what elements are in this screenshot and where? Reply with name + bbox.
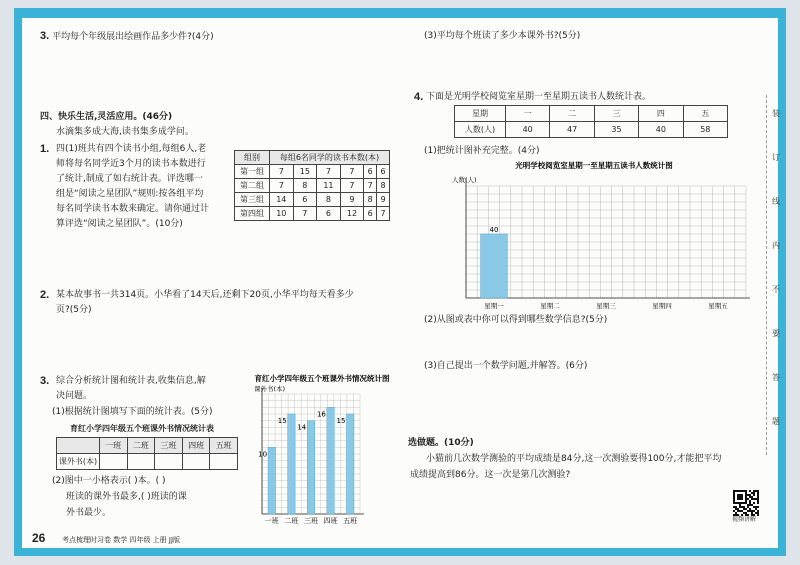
chart-title: 育红小学四年级五个班课外书情况统计图 [254, 374, 390, 383]
qr-module [733, 492, 735, 494]
qr-module [745, 508, 747, 510]
qr-module [739, 490, 741, 492]
q3b-table-title: 育红小学四年级五个班课外书情况统计表 [70, 424, 214, 433]
x-tick-label: 星期五 [708, 302, 728, 310]
qr-code-icon[interactable] [733, 490, 759, 516]
cell: 7 [270, 165, 294, 179]
qr-module [751, 510, 753, 512]
cell: 15 [293, 165, 317, 179]
q3-top-number: 3. [40, 30, 50, 42]
x-tick-label: 星期一 [484, 302, 504, 310]
qr-module [737, 496, 739, 498]
qr-module [741, 496, 743, 498]
bar-三班 [307, 421, 314, 514]
qr-module [757, 514, 759, 516]
table-header-wed: 三 [594, 106, 638, 122]
qr-module [757, 492, 759, 494]
bar-四班 [327, 407, 334, 514]
answer-cell[interactable] [127, 454, 155, 470]
bottom-band [14, 548, 786, 556]
table-header-group: 组别 [235, 151, 270, 165]
qr-module [753, 494, 755, 496]
q4-text: 下面是光明学校阅览室星期一至星期五读书人数统计表。 [426, 92, 652, 102]
table-row [235, 193, 390, 207]
cell: 7 [340, 165, 364, 179]
cell: 7 [317, 165, 341, 179]
select-title: 选做题。(10分) [408, 438, 474, 448]
qr-module [737, 494, 739, 496]
qr-module [747, 510, 749, 512]
qr-module [741, 490, 743, 492]
cell: 6 [364, 165, 377, 179]
table-header-books: 每组6名同学的读书本数(本) [270, 151, 390, 165]
q3b-part2-line-2: 班读的课外书最多,( )班读的课 [66, 492, 187, 502]
cell: 6 [377, 165, 390, 179]
qr-module [743, 490, 745, 492]
reading-group-table [234, 150, 390, 221]
cell: 35 [594, 122, 638, 138]
q1-line-5: 每名同学读书本数来确定。请你通过计 [56, 204, 210, 214]
qr-module [749, 494, 751, 496]
right-q3: (3)平均每个班读了多少本课外书?(5分) [424, 31, 581, 41]
cell: 11 [317, 179, 341, 193]
qr-module [755, 490, 757, 492]
cell: 8 [317, 193, 341, 207]
qr-module [735, 512, 737, 514]
q2-number: 2. [40, 289, 50, 301]
q1-line-6: 算评选“阅读之星团队”。(10分) [56, 219, 183, 229]
qr-module [737, 498, 739, 500]
qr-module [755, 498, 757, 500]
qr-module [751, 512, 753, 514]
data-label: 15 [336, 417, 346, 425]
qr-module [747, 494, 749, 496]
table-header-corner [57, 438, 100, 454]
qr-module [749, 490, 751, 492]
answer-cell[interactable] [210, 454, 238, 470]
side-char: 装 [772, 109, 780, 118]
footer-text: 考点梳理时习卷 数学 四年级 上册 JJ版 [62, 536, 181, 544]
cell: 40 [639, 122, 683, 138]
cell: 7 [270, 179, 294, 193]
qr-module [755, 506, 757, 508]
cell: 47 [550, 122, 594, 138]
qr-module [757, 494, 759, 496]
q3b-part2-line-3: 外书最少。 [66, 508, 112, 518]
row-name: 第一组 [235, 165, 270, 179]
qr-module [751, 504, 753, 506]
qr-module [757, 512, 759, 514]
qr-module [747, 506, 749, 508]
qr-module [753, 506, 755, 508]
qr-module [741, 502, 743, 504]
reading-count-table [454, 105, 728, 138]
q4-part3: (3)自己提出一个数学问题,并解答。(6分) [424, 361, 588, 371]
q1-line-4: 组是“阅读之星团队”规则:按各组平均 [56, 189, 204, 199]
table-header-class5: 五班 [210, 438, 238, 454]
qr-module [753, 498, 755, 500]
table-header-weekday: 星期 [455, 106, 506, 122]
cell: 7 [364, 179, 377, 193]
qr-module [757, 506, 759, 508]
qr-module [733, 496, 735, 498]
cell: 6 [317, 207, 341, 221]
x-tick-label: 三班 [304, 517, 318, 525]
chart-title: 光明学校阅览室星期一至星期五读书人数统计图 [515, 161, 673, 170]
qr-module [739, 494, 741, 496]
y-axis-label: 课外书(本) [254, 385, 286, 393]
table-header-fri: 五 [683, 106, 727, 122]
qr-module [741, 498, 743, 500]
section4-motto: 水滴集多成大海,读书集多成学问。 [56, 127, 194, 137]
select-line-2: 成绩提高到86分。这一次是第几次测验? [410, 470, 571, 480]
x-tick-label: 二班 [284, 517, 299, 525]
qr-module [749, 502, 751, 504]
qr-module [743, 508, 745, 510]
q3b-line-2: 决问题。 [56, 391, 93, 401]
section4-title: 四、快乐生活,灵活应用。(46分) [40, 112, 173, 122]
qr-module [735, 502, 737, 504]
qr-module [739, 498, 741, 500]
qr-module [737, 508, 739, 510]
qr-module [733, 490, 735, 492]
qr-module [749, 510, 751, 512]
q3b-line-1: 综合分析统计图和统计表,收集信息,解 [56, 376, 206, 386]
q2-line-1: 某本故事书一共314页。小华看了14天后,还剩下20页,小华平均每天看多少 [56, 290, 354, 300]
cell: 6 [364, 207, 377, 221]
q1-number: 1. [40, 143, 50, 155]
x-tick-label: 四班 [323, 517, 338, 525]
q3b-number: 3. [40, 375, 50, 387]
cell: 7 [293, 207, 317, 221]
y-axis-label: 人数(人) [452, 176, 477, 184]
qr-module [757, 502, 759, 504]
qr-module [751, 496, 753, 498]
q3b-part1: (1)根据统计图填写下面的统计表。(5分) [52, 407, 213, 417]
table-header-thu: 四 [639, 106, 683, 122]
cell: 6 [293, 193, 317, 207]
x-tick-label: 星期三 [596, 302, 616, 310]
table-row [235, 165, 390, 179]
qr-module [753, 490, 755, 492]
q3-top [40, 30, 214, 44]
side-char: 内 [772, 241, 780, 250]
qr-module [755, 508, 757, 510]
qr-module [757, 490, 759, 492]
x-tick-label: 星期二 [540, 302, 560, 310]
qr-module [745, 494, 747, 496]
qr-module [733, 506, 735, 508]
table-row [235, 207, 390, 221]
qr-module [747, 498, 749, 500]
q3b-part2-line-1: (2)图中一小格表示( )本。( ) [52, 476, 166, 486]
qr-module [741, 494, 743, 496]
qr-module [743, 512, 745, 514]
cell: 7 [340, 179, 364, 193]
cell: 9 [377, 193, 390, 207]
weekday-readers-bar-chart [434, 158, 754, 314]
table-header-class2: 二班 [127, 438, 155, 454]
qr-module [757, 496, 759, 498]
table-header-class3: 三班 [155, 438, 183, 454]
table-header-class4: 四班 [182, 438, 210, 454]
qr-module [733, 494, 735, 496]
qr-module [735, 506, 737, 508]
cell: 9 [340, 193, 364, 207]
x-tick-label: 一班 [264, 517, 279, 525]
class-books-bar-chart [244, 372, 400, 534]
side-char: 订 [772, 153, 780, 162]
q1-line-2: 师将每名同学近3个月的读书本数进行 [56, 159, 206, 169]
side-char: 要 [772, 329, 780, 338]
qr-module [743, 506, 745, 508]
qr-module [745, 492, 747, 494]
qr-module [733, 510, 735, 512]
qr-module [745, 496, 747, 498]
qr-module [747, 504, 749, 506]
qr-module [737, 490, 739, 492]
qr-module [753, 510, 755, 512]
qr-module [749, 500, 751, 502]
table-header-tue: 二 [550, 106, 594, 122]
q2-line-2: 页?(5分) [56, 305, 92, 315]
answer-cell[interactable] [100, 454, 128, 470]
q4-number: 4. [414, 91, 424, 103]
qr-module [757, 500, 759, 502]
qr-module [745, 512, 747, 514]
select-line-1: 小猫前几次数学测验的平均成绩是84分,这一次测验要得100分,才能把平均 [426, 454, 722, 464]
cell: 7 [377, 207, 390, 221]
page-number: 26 [32, 531, 46, 545]
qr-module [733, 498, 735, 500]
qr-module [735, 490, 737, 492]
q1-line-3: 了统计,制成了如右统计表。评选哪一 [56, 174, 203, 184]
side-char: 不 [772, 285, 780, 294]
row-name: 第二组 [235, 179, 270, 193]
answer-cell[interactable] [182, 454, 210, 470]
qr-module [745, 500, 747, 502]
qr-module [743, 502, 745, 504]
qr-module [733, 502, 735, 504]
qr-module [753, 492, 755, 494]
qr-module [739, 506, 741, 508]
bar-一班 [268, 447, 275, 514]
qr-module [739, 496, 741, 498]
qr-module [739, 504, 741, 506]
cell: 14 [270, 193, 294, 207]
cell: 8 [293, 179, 317, 193]
qr-module [749, 508, 751, 510]
data-label: 16 [316, 410, 326, 419]
table-row [235, 179, 390, 193]
qr-module [757, 498, 759, 500]
side-char: 线 [772, 197, 780, 206]
cell: 12 [340, 207, 364, 221]
row-name: 第四组 [235, 207, 270, 221]
q4-part2: (2)从图或表中你可以得到哪些数学信息?(5分) [424, 315, 608, 325]
qr-label: 视频讲解 [732, 516, 757, 523]
cell: 40 [506, 122, 550, 138]
bar-二班 [288, 414, 295, 514]
right-band [778, 8, 786, 556]
cell: 8 [364, 193, 377, 207]
qr-module [741, 510, 743, 512]
q1-line-1: 四(1)班共有四个读书小组,每组6人,老 [56, 144, 207, 154]
data-label: 10 [258, 450, 268, 459]
bar-星期一 [481, 234, 508, 298]
qr-module [745, 498, 747, 500]
qr-module [745, 490, 747, 492]
data-label: 15 [277, 417, 287, 425]
qr-module [753, 502, 755, 504]
qr-module [749, 504, 751, 506]
cell: 8 [377, 179, 390, 193]
x-tick-label: 星期四 [652, 302, 672, 310]
bar-五班 [346, 414, 353, 514]
x-tick-label: 五班 [343, 517, 358, 525]
qr-module [739, 510, 741, 512]
binding-line [766, 95, 767, 455]
qr-module [749, 496, 751, 498]
q3-top-text: 平均每个年级展出绘画作品多少件?(4分) [52, 32, 214, 42]
side-char: 答 [772, 373, 780, 382]
class-books-table [56, 437, 238, 470]
qr-module [745, 502, 747, 504]
cell: 58 [683, 122, 727, 138]
qr-module [739, 502, 741, 504]
table-header-mon: 一 [506, 106, 550, 122]
table-header-class1: 一班 [100, 438, 128, 454]
qr-module [751, 498, 753, 500]
qr-module [755, 512, 757, 514]
q4-part1: (1)把统计图补充完整。(4分) [424, 146, 540, 156]
row-name: 第三组 [235, 193, 270, 207]
left-band [14, 8, 22, 556]
top-band [14, 8, 786, 18]
qr-module [733, 500, 735, 502]
row-label-count: 人数(人) [455, 122, 506, 138]
answer-cell[interactable] [155, 454, 183, 470]
qr-module [735, 508, 737, 510]
data-label: 14 [297, 423, 307, 432]
data-label: 40 [489, 226, 499, 234]
qr-module [757, 510, 759, 512]
qr-module [737, 502, 739, 504]
qr-module [741, 506, 743, 508]
cell: 10 [270, 207, 294, 221]
side-char: 题 [772, 417, 780, 426]
qr-module [751, 492, 753, 494]
qr-module [737, 510, 739, 512]
row-label-books: 课外书(本) [57, 454, 100, 470]
